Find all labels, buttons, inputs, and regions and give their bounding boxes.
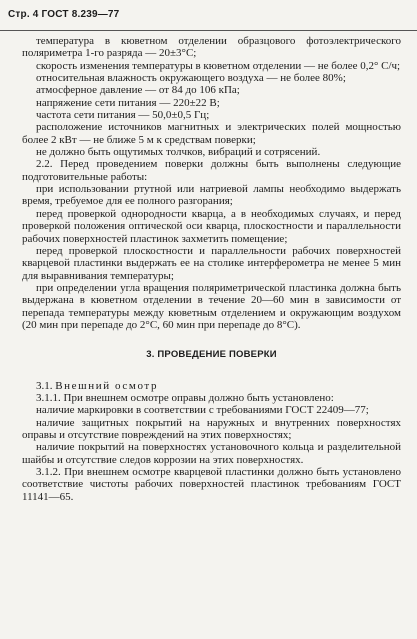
paragraph: наличие маркировки в соответствии с требованиями ГОСТ 22409—77;	[36, 404, 369, 417]
paragraph: скорость изменения температуры в кюветном отделении — не более 0,2° С/ч;	[36, 59, 401, 72]
paragraph: наличие защитных покрытий на наружных и внутренних поверхностях оправы и отсутствие повреждений на этих поверхностях;	[22, 416, 401, 441]
paragraph: напряжение сети питания — 220±22 В;	[36, 96, 220, 109]
paragraph: частота сети питания — 50,0±0,5 Гц;	[36, 109, 210, 122]
paragraph: 3.1.1. При внешнем осмотре оправы должно быть установлено:	[36, 391, 334, 404]
paragraph: расположение источников магнитных и электрических полей мощностью более 2 кВт — не ближе 5 м к средствам поверки;	[22, 121, 401, 146]
paragraph: при использовании ртутной или натриевой лампы необходимо выдержать время, требуемое для ее полного разгорания;	[22, 183, 401, 208]
paragraph: 3.1.2. При внешнем осмотре кварцевой пластинки должно быть установлено соответствие чистоты рабочих поверхностей пластинок требованиям ГОСТ 11141—65.	[22, 466, 401, 503]
subsection-heading	[22, 380, 401, 392]
page-header: Стр. 4 ГОСТ 8.239—77	[8, 9, 120, 20]
paragraph: перед проверкой плоскостности и параллельности рабочих поверхностей кварцевой пластинки выдержать ее на столике интерферометра не менее 5 мин для выравнивания температуры;	[22, 244, 401, 282]
document-body	[22, 35, 401, 503]
paragraph: атмосферное давление — от 84 до 106 кПа;	[36, 84, 240, 97]
spacer	[22, 362, 401, 380]
paragraph: температура в кюветном отделении образцового фотоэлектрического поляриметра 1-го разряда — 20±3°C;	[22, 35, 401, 60]
paragraph: не должно быть ощутимых толчков, вибраций и сотрясений.	[36, 146, 321, 159]
section-title: 3. ПРОВЕДЕНИЕ ПОВЕРКИ	[146, 349, 277, 361]
header-rule	[0, 30, 417, 31]
paragraph: относительная влажность окружающего воздуха — не более 80%;	[36, 72, 346, 85]
subsection-title: Внешний осмотр	[55, 379, 159, 392]
paragraph: перед проверкой однородности кварца, а в необходимых случаях, и перед проверкой положения оптической оси кварца, плоскостности и параллельности рабочих поверхностей пластинок захметить помещение;	[22, 207, 401, 245]
spacer	[22, 331, 401, 349]
paragraph: наличие покрытий на поверхностях установочного кольца и разделительной шайбы и отсутствие следов коррозии на этих поверхностях.	[22, 441, 401, 466]
paragraph: 2.2. Перед проведением поверки должны быть выполнены следующие подготовительные работы:	[22, 158, 401, 183]
subsection-number: 3.1.	[36, 379, 53, 392]
paragraph: при определении угла вращения поляриметрической пластинка должна быть выдержана в кюветном отделении в течение 20—60 мин в зависимости от перепада температуры между кюветным отделением и окружающим воздухом (20 мин при перепаде до 2°С, 60 мин при перепаде до 8°С).	[22, 281, 401, 331]
